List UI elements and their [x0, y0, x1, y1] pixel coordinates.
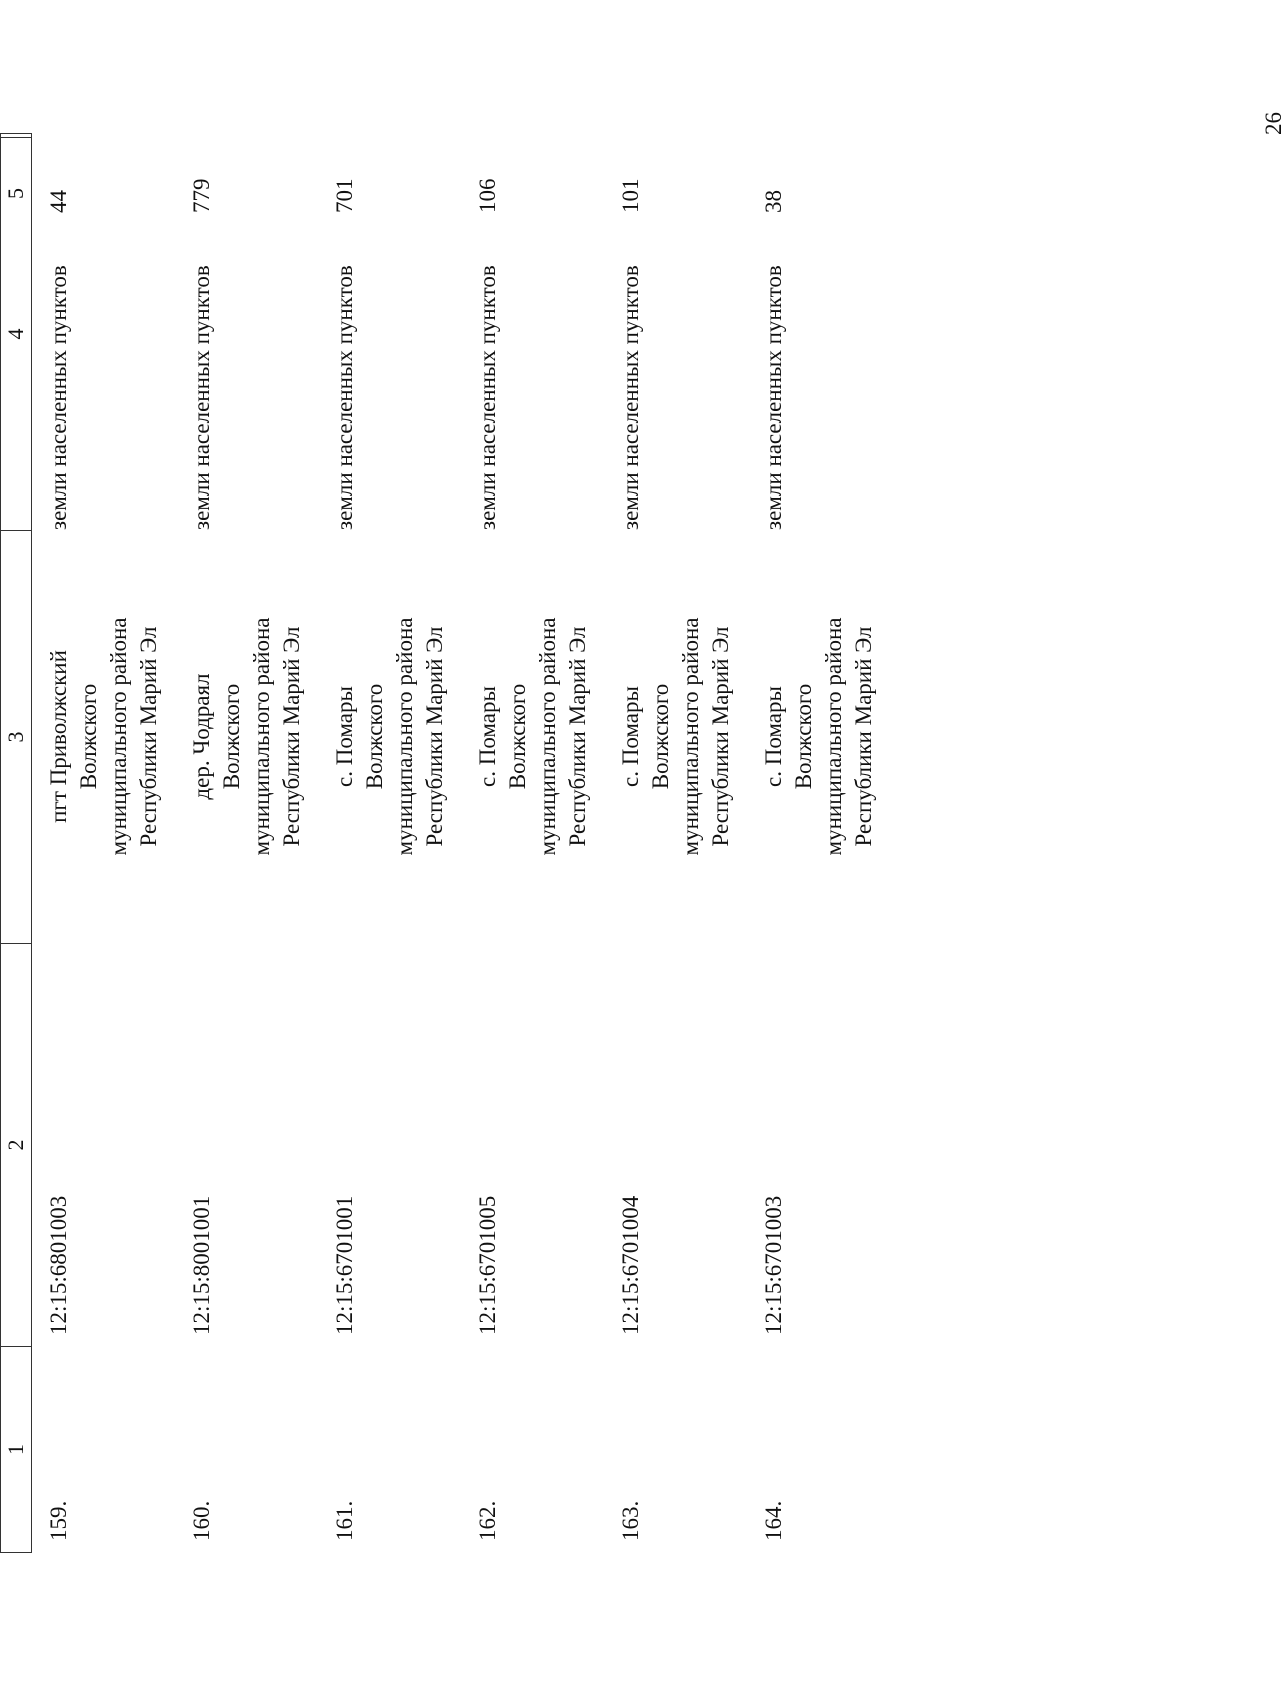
- cadastral-number: 12:15:6801003: [46, 1195, 71, 1335]
- address-line: Волжского: [219, 683, 244, 790]
- column-header-5-label: 5: [3, 188, 28, 199]
- area-value: 38: [761, 190, 786, 213]
- cadastral-number: 12:15:6701004: [618, 1195, 643, 1335]
- cadastral-number: 12:15:8001001: [189, 1195, 214, 1335]
- row-number: 161.: [332, 1500, 357, 1541]
- address-line: Республики Марий Эл: [708, 626, 733, 847]
- address: [44, 530, 164, 943]
- area-value: 106: [475, 178, 500, 213]
- column-header-4: 4: [1, 137, 31, 530]
- land-category: земли населенных пунктов: [761, 265, 786, 530]
- land-category: земли населенных пунктов: [475, 265, 500, 530]
- address-line: Республики Марий Эл: [136, 626, 161, 847]
- address-line: Республики Марий Эл: [565, 626, 590, 847]
- table-row: [473, 133, 616, 1553]
- address-line: Республики Марий Эл: [422, 626, 447, 847]
- address-line: Волжского: [648, 683, 673, 790]
- area-value: 44: [46, 190, 71, 213]
- table-row: [616, 133, 759, 1553]
- cadastral-number: 12:15:6701001: [332, 1195, 357, 1335]
- land-category: земли населенных пунктов: [618, 265, 643, 530]
- address-line: Республики Марий Эл: [851, 626, 876, 847]
- row-number: 162.: [475, 1500, 500, 1541]
- area-value: 701: [332, 178, 357, 213]
- address-line: с. Помары: [332, 686, 357, 787]
- address-line: муниципального района: [106, 617, 131, 856]
- address: [616, 530, 736, 943]
- address-line: муниципального района: [678, 617, 703, 856]
- address-line: с. Помары: [618, 686, 643, 787]
- table-row: [330, 133, 473, 1553]
- table-body: [44, 133, 902, 1553]
- address-line: с. Помары: [475, 686, 500, 787]
- row-number: 160.: [189, 1500, 214, 1541]
- address-line: Волжского: [76, 683, 101, 790]
- address-line: Волжского: [505, 683, 530, 790]
- table-row: [187, 133, 330, 1553]
- page-number: 26: [1261, 112, 1286, 135]
- land-category: земли населенных пунктов: [332, 265, 357, 530]
- table-row: [44, 133, 187, 1553]
- address-line: муниципального района: [535, 617, 560, 856]
- address-line: Республики Марий Эл: [279, 626, 304, 847]
- area-value: 779: [189, 178, 214, 213]
- address-line: муниципального района: [392, 617, 417, 856]
- address-line: пгт Приволжский: [46, 650, 71, 823]
- address: [330, 530, 450, 943]
- address: [473, 530, 593, 943]
- land-category: земли населенных пунктов: [189, 265, 214, 530]
- table-header: [0, 133, 32, 1553]
- address: [187, 530, 307, 943]
- row-number: 164.: [761, 1500, 786, 1541]
- row-number: 159.: [46, 1500, 71, 1541]
- address-line: с. Помары: [761, 686, 786, 787]
- column-header-2: 2: [1, 943, 31, 1346]
- address-line: Волжского: [791, 683, 816, 790]
- address-line: муниципального района: [249, 617, 274, 856]
- area-value: 101: [618, 178, 643, 213]
- address: [759, 530, 879, 943]
- address-line: Волжского: [362, 683, 387, 790]
- rotated-table: [0, 133, 876, 1553]
- row-number: 163.: [618, 1500, 643, 1541]
- address-line: дер. Чодраял: [189, 673, 214, 800]
- cadastral-number: 12:15:6701003: [761, 1195, 786, 1335]
- land-category: земли населенных пунктов: [46, 265, 71, 530]
- address-line: муниципального района: [821, 617, 846, 856]
- column-header-3: 3: [1, 530, 31, 943]
- column-header-1: 1: [1, 1346, 31, 1553]
- cadastral-number: 12:15:6701005: [475, 1195, 500, 1335]
- table-row: [759, 133, 902, 1553]
- column-header-5: [1, 133, 31, 199]
